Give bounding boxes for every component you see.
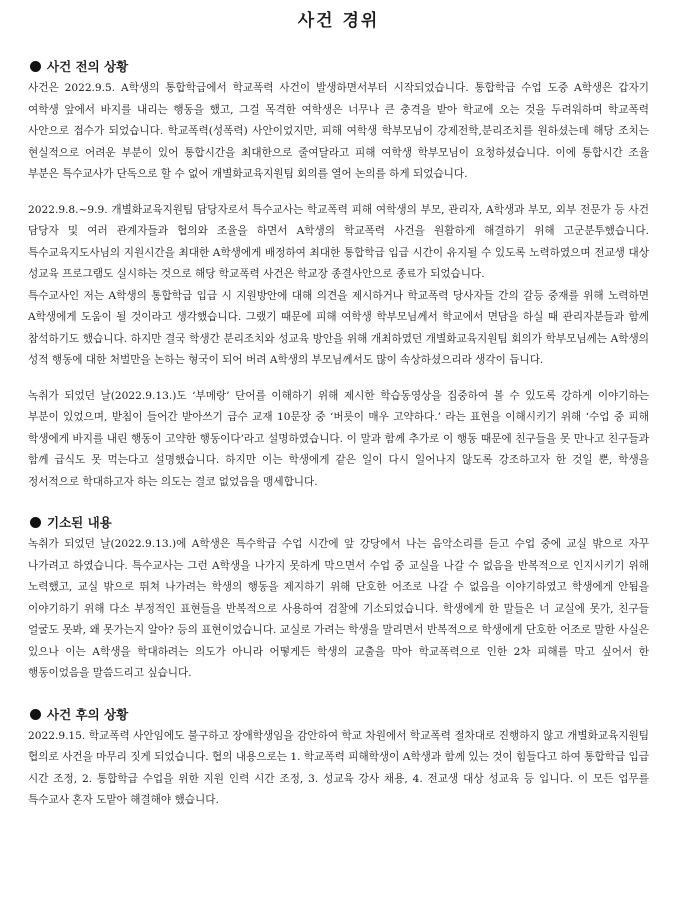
paragraph: 특수교사인 저는 A학생의 통합학급 입급 시 지원방안에 대해 의견을 제시하거나 학교폭력 당사자들 간의 갈등 중재를 위해 노력하면 A학생에게 도움이 될 것이라고 생각했습니다. 그랬기 때문에 피해 여학생 학부모님께서 학교에서 면담을 하실 때 관리자분들과 함께 참석하기도 했습니다. 하지만 결국 학생간 분리조치와 성교육 방안을 위해 개최하였던 개별화교육지원팀 회의가 학부모님께는 A학생의 성적 행동에 대한 처벌만을 논하는 형국이 되어 버려 A학생의 부모님께서도 많이 속상하셨으리라 생각이 듭니다.	[28, 289, 649, 366]
section-heading-text: 사건 후의 상황	[47, 706, 129, 722]
bullet-icon	[30, 709, 41, 720]
document-title: 사건 경위	[297, 11, 380, 31]
paragraph: 2022.9.15. 학교폭력 사안임에도 불구하고 장애학생임을 감안하여 학교 차원에서 학교폭력 절차대로 진행하지 않고 개별화교육지원팀 협의로 사건을 마무리 짓게 되었습니다. 협의 내용으로는 1. 학교폭력 피해학생이 A학생과 함께 있는 것이 힘들다고 하여 통합학급 입급 시간 조정, 2. 통합학급 수업을 위한 지원 인력 시간 조정, 3. 성교육 강사 채용, 4. 전교생 대상 성교육 등 입니다. 이 모든 업무를 특수교사 혼자 도맡아 해결해야 했습니다.	[28, 729, 649, 806]
section-heading	[30, 57, 649, 75]
paragraph: 사건은 2022.9.5. A학생의 통합학급에서 학교폭력 사건이 발생하면서부터 시작되었습니다. 통합학급 수업 도중 A학생은 갑자기 여학생 앞에서 바지를 내리는 행동을 했고, 그걸 목격한 여학생은 너무나 큰 충격을 받아 학교에 오는 것을 두려워하며 학교폭력 사안으로 접수가 되었습니다. 학교폭력(성폭력) 사안이었지만, 피해 여학생 학부모님이 강제전학,분리조치를 원하셨는데 해당 조치는 현실적으로 어려운 부분이 있어 통합시간을 최대한으로 줄여달라고 피해 여학생 학부모님이 요청하셨습니다. 이에 통합시간 조율 부분은 특수교사가 단독으로 할 수 없어 개별화교육지원팀 회의를 열어 논의를 하게 되었습니다.	[28, 82, 649, 180]
bullet-icon	[30, 517, 41, 528]
paragraph-gap	[28, 186, 649, 200]
paragraph: 2022.9.8.~9.9. 개별화교육지원팀 담당자로서 특수교사는 학교폭력 피해 여학생의 부모, 관리자, A학생과 부모, 외부 전문가 등 사건 담당자 및 여러 관계자들과 협의와 조율을 하면서 A학생의 학교폭력 사건을 원활하게 해결하기 위해 고군분투했습니다. 특수교육지도사님의 지원시간을 최대한 A학생에게 배정하여 최대한 통합학급 입급 시간이 유지될 수 있도록 노력하였으며 전교생 대상 성교육 프로그램도 실시하는 것으로 해당 학교폭력 사건은 학교장 종결사안으로 종료가 되었습니다.	[28, 203, 649, 280]
section-before-incident	[28, 57, 649, 493]
section-heading	[30, 705, 649, 723]
bullet-icon	[30, 61, 41, 72]
paragraph-gap	[28, 372, 649, 386]
paragraph: 녹취가 되었던 날(2022.9.13.)에 A학생은 특수학급 수업 시간에 앞 강당에서 나는 음악소리를 듣고 수업 중에 교실 밖으로 자꾸 나가려고 하였습니다. 특수교사는 그런 A학생을 나가지 못하게 막으면서 수업 중 교실을 나갈 수 없음을 반복적으로 인지시키기 위해 노력했고, 교실 밖으로 뛰쳐 나가려는 학생의 행동을 제지하기 위해 단호한 어조로 나갈 수 없음을 이야기하였고 학생에게 안됨을 이야기하기 위해 다소 부정적인 표현들을 반복적으로 사용하여 검찰에 기소되었습니다. 학생에게 한 말들은 너 교실에 못가, 친구들 얼굴도 못봐, 왜 못가는지 알아? 등의 표현이었습니다. 교실로 가려는 학생을 말리면서 반복적으로 학생에게 단호한 어조로 말한 사실은 있으나 이는 A학생을 학대하려는 의도가 아니라 어떻게든 학생의 교출을 막아 학교폭력으로 인한 2차 피해를 막고 싶어서 한 행동이었음을 말씀드리고 싶습니다.	[28, 538, 649, 679]
section-heading-text: 사건 전의 상황	[47, 59, 129, 74]
section-after-incident	[28, 705, 649, 812]
paragraph: 녹취가 되었던 날(2022.9.13.)도 ‘부메랑’ 단어를 이해하기 위해 제시한 학습동영상을 집중하여 볼 수 있도록 강하게 이야기하는 부분이 있었으며, 받침이 들어간 받아쓰기 급수 교재 10문장 중 ‘버릇이 매우 고약하다.’ 라는 표현을 이해시키기 위해 ‘수업 중 피해 학생에게 바지를 내린 행동이 고약한 행동이다’라고 설명하였습니다. 이 말과 함께 추가로 이 행동 때문에 친구들을 못 만나고 친구들과 함께 급식도 못 먹는다고 설명했습니다. 하지만 이는 학생에게 같은 일이 다시 일어나지 않도록 강조하고자 한 것일 뿐, 학생을 정서적으로 학대하고자 하는 의도는 결코 없었음을 맹세합니다.	[28, 389, 649, 488]
section-heading-text: 기소된 내용	[47, 515, 112, 530]
section-indictment	[28, 513, 649, 685]
section-heading	[30, 513, 649, 531]
